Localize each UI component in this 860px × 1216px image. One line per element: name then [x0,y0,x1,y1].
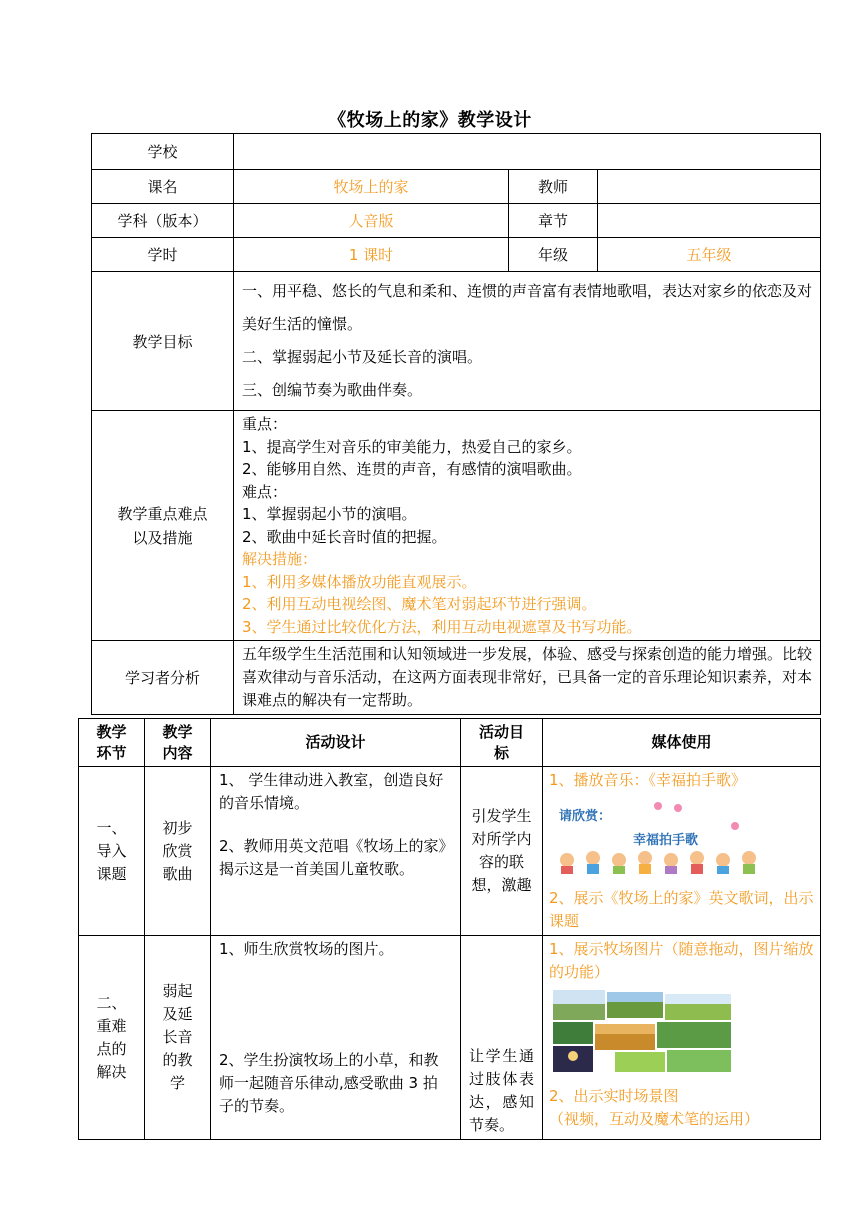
media-item: 1、展示牧场图片（随意拖动，图片缩放的功能） [549,940,814,981]
goals-label: 教学目标 [92,272,234,411]
difficulty-item: 1、掌握弱起小节的演唱。 [242,505,417,523]
children-clipart-icon [560,851,756,874]
header-goal: 活动目标 [461,719,543,767]
row-hours [92,238,821,272]
chapter-label: 章节 [509,204,598,238]
process-table [78,718,821,1140]
media-item: 2、出示实时场景图 [549,1087,679,1105]
course-value: 牧场上的家 [234,170,509,204]
activity-item: 2、教师用英文范唱《牧场上的家》揭示这是一首美国儿童牧歌。 [219,837,447,878]
page-title: 《牧场上的家》教学设计 [328,110,532,131]
grade-value: 五年级 [598,238,821,272]
stage-cell: 二、重难点的解决 [79,936,145,1140]
table-row [79,936,821,1140]
goal-cell: 让学生通过肢体表达，感知节奏。 [461,936,543,1140]
teacher-value [598,170,821,204]
row-subject [92,204,821,238]
focus-item: 2、能够用自然、连贯的声音，有感情的演唱歌曲。 [242,460,582,478]
row-course [92,170,821,204]
measure-item: 3、学生通过比较优化方法，利用互动电视遮罩及书写功能。 [242,617,642,636]
goal-cell: 引发学生对所学内容的联想，激趣 [461,767,543,936]
measure-item: 1、利用多媒体播放功能直观展示。 [242,572,477,591]
school-value [234,134,821,170]
subject-label: 学科（版本） [92,204,234,238]
measure-item: 2、利用互动电视绘图、魔术笔对弱起环节进行强调。 [242,595,597,613]
key-label [92,411,234,641]
content-cell: 弱起及延长音的教学 [145,936,211,1140]
media-cell [543,936,821,1140]
key-cell [234,411,821,641]
header-stage: 教学环节 [79,719,145,767]
happy-clap-slide-image [553,798,773,876]
media-item: （视频，互动及魔术笔的运用） [549,1110,760,1128]
hours-value: 1 课时 [234,238,509,272]
difficulty-title: 难点： [242,482,288,501]
table-row [79,767,821,936]
subject-value: 人音版 [234,204,509,238]
row-goals [92,272,821,411]
slide-text-1: 请欣赏： [559,809,612,824]
learner-text: 五年级学生生活范围和认知领域进一步发展，体验、感受与探索创造的能力增强。比较喜欢律动与音乐活动，在这两方面表现非常好，已具备一定的音乐理论知识素养，对本课难点的解决有一定帮助。 [234,641,821,715]
activity-item: 1、师生欣赏牧场的图片。 [219,940,394,958]
focus-title: 重点： [242,415,288,433]
row-school [92,134,821,170]
goals-cell [234,272,821,411]
slide-text-2: 幸福拍手歌 [633,833,699,848]
hours-label: 学时 [92,238,234,272]
school-label: 学校 [92,134,234,170]
butterfly-icon [674,804,682,812]
key-label-line2: 以及措施 [132,528,193,547]
media-item: 2、展示《牧场上的家》英文歌词，出示课题 [549,889,814,930]
header-media: 媒体使用 [543,719,821,767]
key-label-line1: 教学重点难点 [117,504,208,523]
measures-title: 解决措施： [242,550,318,568]
header-activity: 活动设计 [211,719,461,767]
row-learner [92,641,821,715]
media-item: 1、播放音乐：《幸福拍手歌》 [549,771,747,789]
row-key-points [92,411,821,641]
grade-label: 年级 [509,238,598,272]
activity-cell [211,936,461,1140]
stage-cell: 一、导入课题 [79,767,145,936]
info-table [91,133,821,715]
course-label: 课名 [92,170,234,204]
media-cell [543,767,821,936]
goal-item: 二、掌握弱起小节及延长音的演唱。 [242,348,483,366]
activity-item: 2、学生扮演牧场上的小草，和教师一起随音乐律动,感受歌曲 3 拍子的节奏。 [219,1051,439,1115]
goal-item: 三、创编节奏为歌曲伴奏。 [242,381,423,399]
butterfly-icon [654,802,662,810]
teacher-label: 教师 [509,170,598,204]
goal-item: 一、用平稳、悠长的气息和柔和、连惯的声音富有表情地歌唱，表达对家乡的依恋及对美好生活的憧憬。 [242,282,813,333]
process-header-row [79,719,821,767]
activity-cell [211,767,461,936]
learner-label: 学习者分析 [92,641,234,715]
chapter-value [598,204,821,238]
pasture-photos-image [553,990,733,1074]
difficulty-item: 2、歌曲中延长音时值的把握。 [242,527,447,546]
activity-item: 1、 学生律动进入教室，创造良好的音乐情境。 [219,771,444,812]
content-cell: 初步欣赏歌曲 [145,767,211,936]
butterfly-icon [731,822,739,830]
focus-item: 1、提高学生对音乐的审美能力，热爱自己的家乡。 [242,437,582,456]
header-content: 教学内容 [145,719,211,767]
